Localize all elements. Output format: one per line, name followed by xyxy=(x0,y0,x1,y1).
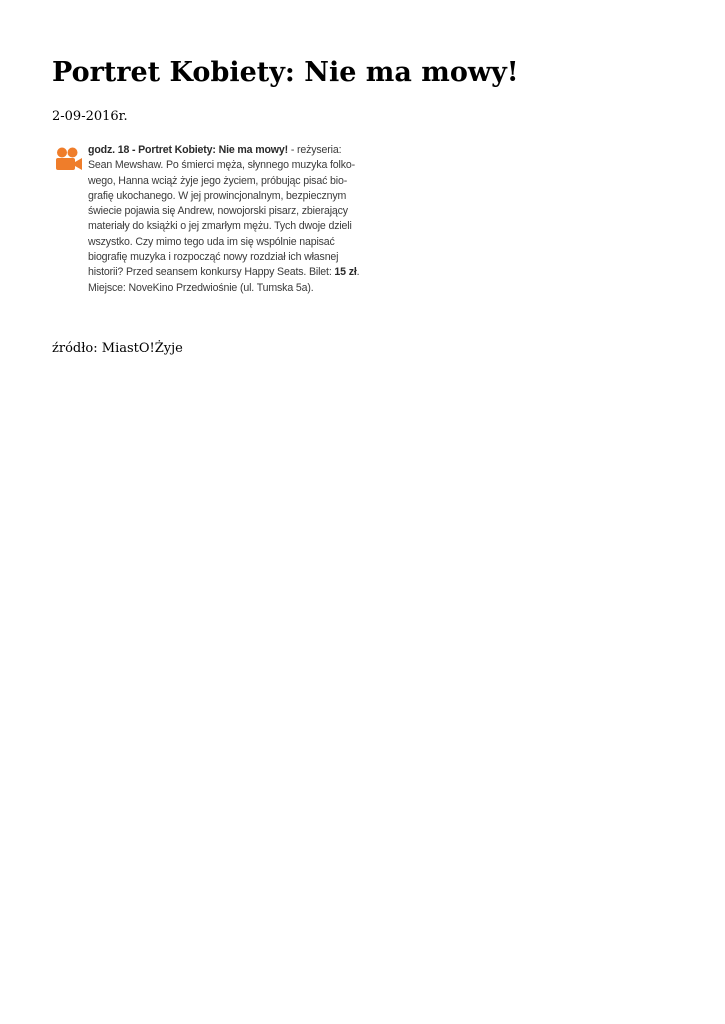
clipping-lead-line xyxy=(88,143,398,158)
clipping-lead-rest: - reżyseria: xyxy=(288,144,342,156)
ticket-price: 15 zł xyxy=(334,266,357,279)
clipping-price-line xyxy=(88,265,398,280)
clipping-line: wszystko. Czy mimo tego uda im się wspólnie napisać xyxy=(88,235,335,248)
clipping-line: wego, Hanna wciąż żyje jego życiem, próbując pisać bio- xyxy=(88,174,348,187)
source-credit: źródło: MiastO!Żyje xyxy=(52,341,183,356)
film-camera-icon xyxy=(54,146,84,172)
clipping-line: świecie pojawia się Andrew, nowojorski pisarz, zbierający xyxy=(88,205,348,218)
clipping-line: grafię ukochanego. W jej prowincjonalnym, bezpiecznym xyxy=(88,189,347,202)
clipping-line: Sean Mewshaw. Po śmierci męża, słynnego muzyka folko- xyxy=(88,159,356,172)
clipping-text xyxy=(88,143,398,296)
price-line-end: . xyxy=(356,266,360,279)
clipping-lead-bold: godz. 18 - Portret Kobiety: Nie ma mowy! xyxy=(88,144,289,156)
newspaper-clipping-image xyxy=(52,142,402,294)
clipping-line: biografię muzyka i rozpocząć nowy rozdział ich własnej xyxy=(88,251,339,264)
price-line-text: historii? Przed seansem konkursy Happy Seats. Bilet: xyxy=(88,266,335,279)
publish-date: 2-09-2016r. xyxy=(52,109,128,124)
clipping-line: materiały do książki o jej zmarłym mężu. Tych dwoje dzieli xyxy=(88,220,352,233)
page-title: Portret Kobiety: Nie ma mowy! xyxy=(52,57,519,88)
clipping-venue-line: Miejsce: NoveKino Przedwiośnie (ul. Tumska 5a). xyxy=(88,281,314,294)
